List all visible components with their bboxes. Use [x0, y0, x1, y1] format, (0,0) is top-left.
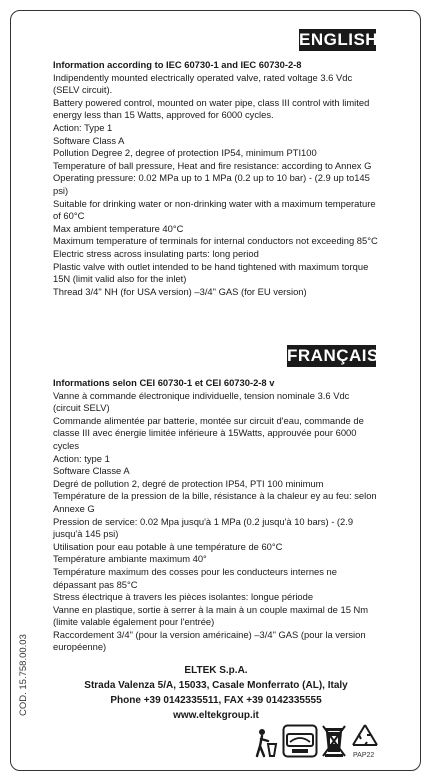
french-line: Stress électrique à travers les pièces isolantes: longue période	[53, 591, 314, 603]
french-line: Vanne en plastique, sortie à serrer à la main à un couple maximal de 15 Nm (limite valable également pour l'entrée)	[53, 603, 369, 628]
crossed-bin-icon	[322, 724, 346, 758]
english-line: Max ambient temperature 40°C	[53, 222, 184, 234]
english-line: Pollution Degree 2, degree of protection IP54, minimum PTI100	[53, 147, 317, 159]
english-line: Operating pressure: 0.02 MPa up to 1 MPa (0.2 up to 10 bar) - (2.9 up to145 psi)	[53, 172, 370, 196]
recycle-label: PAP22	[353, 752, 375, 759]
english-heading: Information according to IEC 60730-1 and IEC 60730-2-8	[53, 59, 302, 70]
english-badge: ENGLISH	[299, 30, 379, 49]
company-website: www.eltekgroup.it	[173, 710, 259, 721]
english-line: Software Class A	[53, 134, 125, 146]
french-line: Action: type 1	[53, 452, 110, 464]
french-line: Température maximum des cosses pour les conducteurs internes ne dépassant pas 85°C	[53, 565, 337, 590]
english-line: Electric stress across insulating parts: long period	[53, 247, 259, 259]
english-line: Thread 3/4" NH (for USA version) –3/4" GAS (for EU version)	[53, 285, 307, 297]
french-line: Vanne à commande électronique individuelle, tension nominale 3.6 Vdc (circuit SELV)	[53, 389, 350, 414]
french-line: Degré de pollution 2, degré de protection IP54, PTI 100 minimum	[53, 477, 324, 489]
company-info	[53, 663, 379, 723]
english-line: Maximum temperature of terminals for internal conductors not exceeding 85°C	[53, 235, 378, 247]
company-phone: Phone +39 0142335511, FAX +39 0142335555	[110, 695, 322, 706]
recycle-icon	[350, 722, 380, 754]
tidyman-icon	[254, 728, 278, 758]
french-line: Commande alimentée par batterie, montée sur circuit d'eau, commande de classe III avec énergie limitée inférieure à 15Watts, approuvée pour 6000 cycles	[53, 414, 364, 451]
french-heading: Informations selon CEI 60730-1 et CEI 60730-2-8 v	[53, 377, 275, 388]
french-badge: FRANÇAIS	[287, 346, 379, 365]
product-code: COD. 15.758.00.03	[18, 634, 29, 716]
french-line: Température ambiante maximum 40°	[53, 553, 207, 565]
french-line: Pression de service: 0.02 Mpa jusqu'à 1 MPa (0.2 jusqu'à 10 bars) - (2.9 jusqu'à 145 psi)	[53, 515, 354, 540]
french-line: Raccordement 3/4" (pour la version américaine) –3/4" GAS (pour la version européenne)	[53, 628, 366, 653]
english-section	[53, 59, 379, 298]
company-name: ELTEK S.p.A.	[184, 665, 248, 676]
french-line: Utilisation pour eau potable à une température de 60°C	[53, 540, 283, 552]
english-line: Action: Type 1	[53, 121, 113, 133]
battery-disposal-icon	[282, 724, 318, 758]
french-line: Température de la pression de la bille, résistance à la chaleur ey au feu: selon Annexe G	[53, 490, 377, 514]
disposal-icons	[254, 722, 382, 762]
english-line: Battery powered control, mounted on water pipe, class III control with limited energy less than 15 Watts, approved for 6000 cycles.	[53, 96, 370, 121]
french-section	[53, 377, 379, 654]
english-line: Plastic valve with outlet intended to be hand tightened with maximum torque 15N (limit valid also for the inlet)	[53, 260, 369, 285]
english-line: Indipendently mounted electrically operated valve, rated voltage 3.6 Vdc (SELV circuit).	[53, 71, 353, 96]
english-line: Temperature of ball pressure, Heat and fire resistance: according to Annex G	[53, 159, 372, 171]
company-address: Strada Valenza 5/A, 15033, Casale Monferrato (AL), Italy	[84, 680, 348, 691]
english-line: Suitable for drinking water or non-drinking water with a maximum temperature of 60°C	[53, 197, 376, 222]
french-line: Software Classe A	[53, 465, 130, 477]
